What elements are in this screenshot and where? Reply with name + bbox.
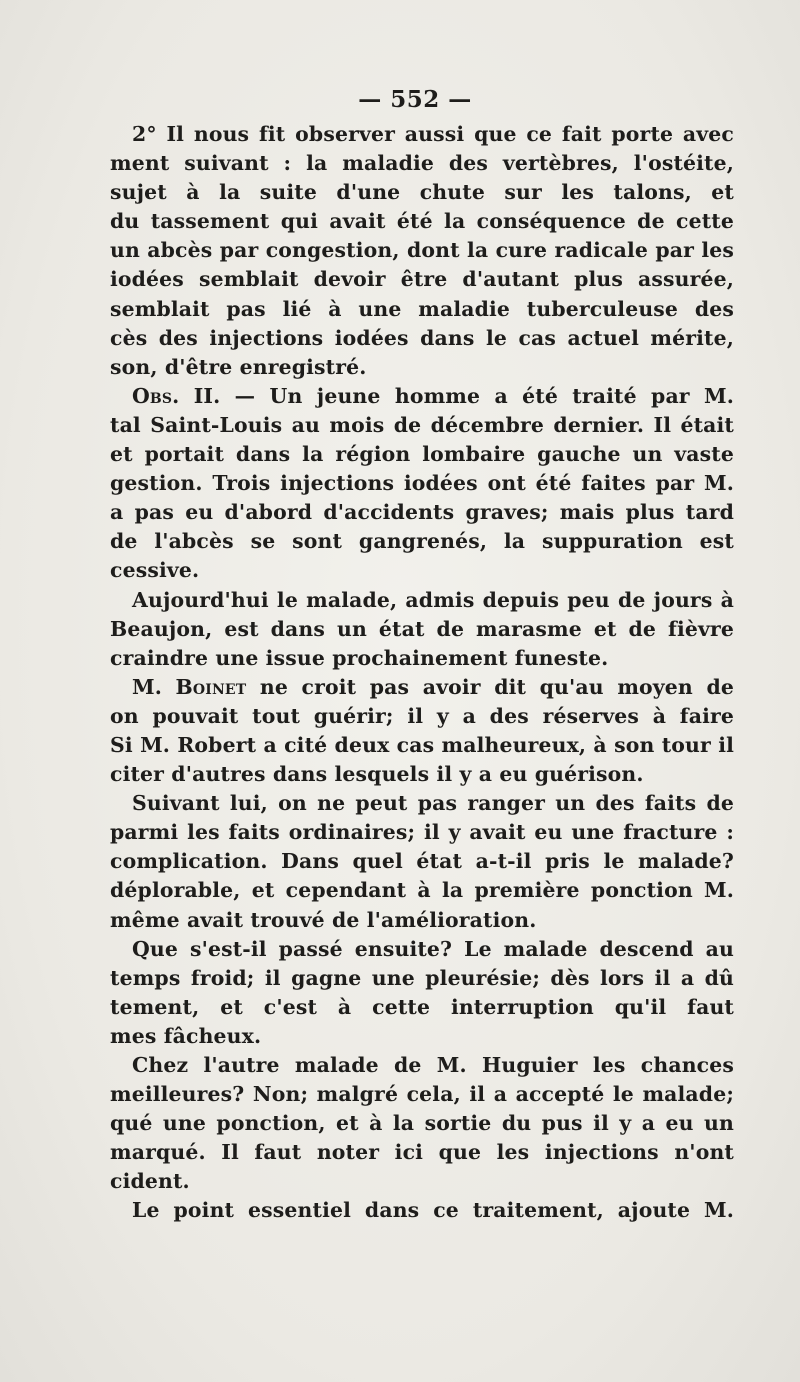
text-line: qué une ponction, et à la sortie du pus il y a eu un xyxy=(110,1111,734,1136)
text-line: cès des injections iodées dans le cas actuel mérite, xyxy=(110,325,734,350)
text-line: cident. xyxy=(110,1169,190,1194)
text-line: M. Boinet ne croit pas avoir dit qu'au moyen de xyxy=(132,674,734,699)
text-line: même avait trouvé de l'amélioration. xyxy=(110,907,537,932)
text-line: sujet à la suite d'une chute sur les talons, et xyxy=(110,180,734,205)
text-line: Que s'est-il passé ensuite? Le malade descend au xyxy=(132,936,734,961)
text-line: a pas eu d'abord d'accidents graves; mais plus tard xyxy=(110,500,734,525)
text-line: complication. Dans quel état a-t-il pris le malade? xyxy=(110,849,734,874)
text-line: meilleures? Non; malgré cela, il a accepté le malade; xyxy=(110,1082,734,1107)
text-line: tal Saint-Louis au mois de décembre dernier. Il était xyxy=(110,412,734,437)
text-line: iodées semblait devoir être d'autant plus assurée, xyxy=(110,267,734,292)
text-line: 2° Il nous fit observer aussi que ce fait porte avec xyxy=(132,122,734,146)
text-line: Suivant lui, on ne peut pas ranger un des faits de xyxy=(132,791,734,816)
text-line: mes fâcheux. xyxy=(110,1023,262,1048)
text-line: et portait dans la région lombaire gauche un vaste xyxy=(110,442,734,467)
text-line: parmi les faits ordinaires; il y avait eu une fracture : xyxy=(110,820,734,845)
text-line: craindre une issue prochainement funeste. xyxy=(110,645,609,670)
text-line: Aujourd'hui le malade, admis depuis peu de jours à xyxy=(132,587,734,612)
text-line: son, d'être enregistré. xyxy=(110,354,367,379)
text-line: de l'abcès se sont gangrenés, la suppuration est xyxy=(110,529,734,554)
text-line: ment suivant : la maladie des vertèbres, l'ostéite, xyxy=(110,151,734,176)
text-line: Chez l'autre malade de M. Huguier les chances xyxy=(132,1053,734,1077)
text-line: déplorable, et cependant à la première ponction M. xyxy=(110,878,734,903)
text-line: cessive. xyxy=(110,558,200,583)
text-line: Le point essentiel dans ce traitement, ajoute M. xyxy=(132,1198,734,1223)
text-line: un abcès par congestion, dont la cure radicale par les xyxy=(110,238,734,263)
text-line: citer d'autres dans lesquels il y a eu guérison. xyxy=(110,762,644,787)
body-text xyxy=(110,120,734,1226)
text-line: marqué. Il faut noter ici que les injections n'ont xyxy=(110,1140,734,1165)
text-line: tement, et c'est à cette interruption qu'il faut xyxy=(110,994,734,1019)
text-line: Obs. II. — Un jeune homme a été traité par M. xyxy=(132,383,734,408)
text-line: du tassement qui avait été la conséquence de cette xyxy=(110,209,734,234)
text-line: on pouvait tout guérir; il y a des réserves à faire xyxy=(110,703,734,728)
text-line: gestion. Trois injections iodées ont été faites par M. xyxy=(110,471,734,496)
text-line: semblait pas lié à une maladie tuberculeuse des xyxy=(110,296,734,321)
text-line: Si M. Robert a cité deux cas malheureux, à son tour il xyxy=(110,732,734,757)
page-number: — 552 — xyxy=(358,86,472,113)
text-line: temps froid; il gagne une pleurésie; dès lors il a dû xyxy=(110,965,734,990)
text-line: Beaujon, est dans un état de marasme et de fièvre xyxy=(110,616,734,641)
